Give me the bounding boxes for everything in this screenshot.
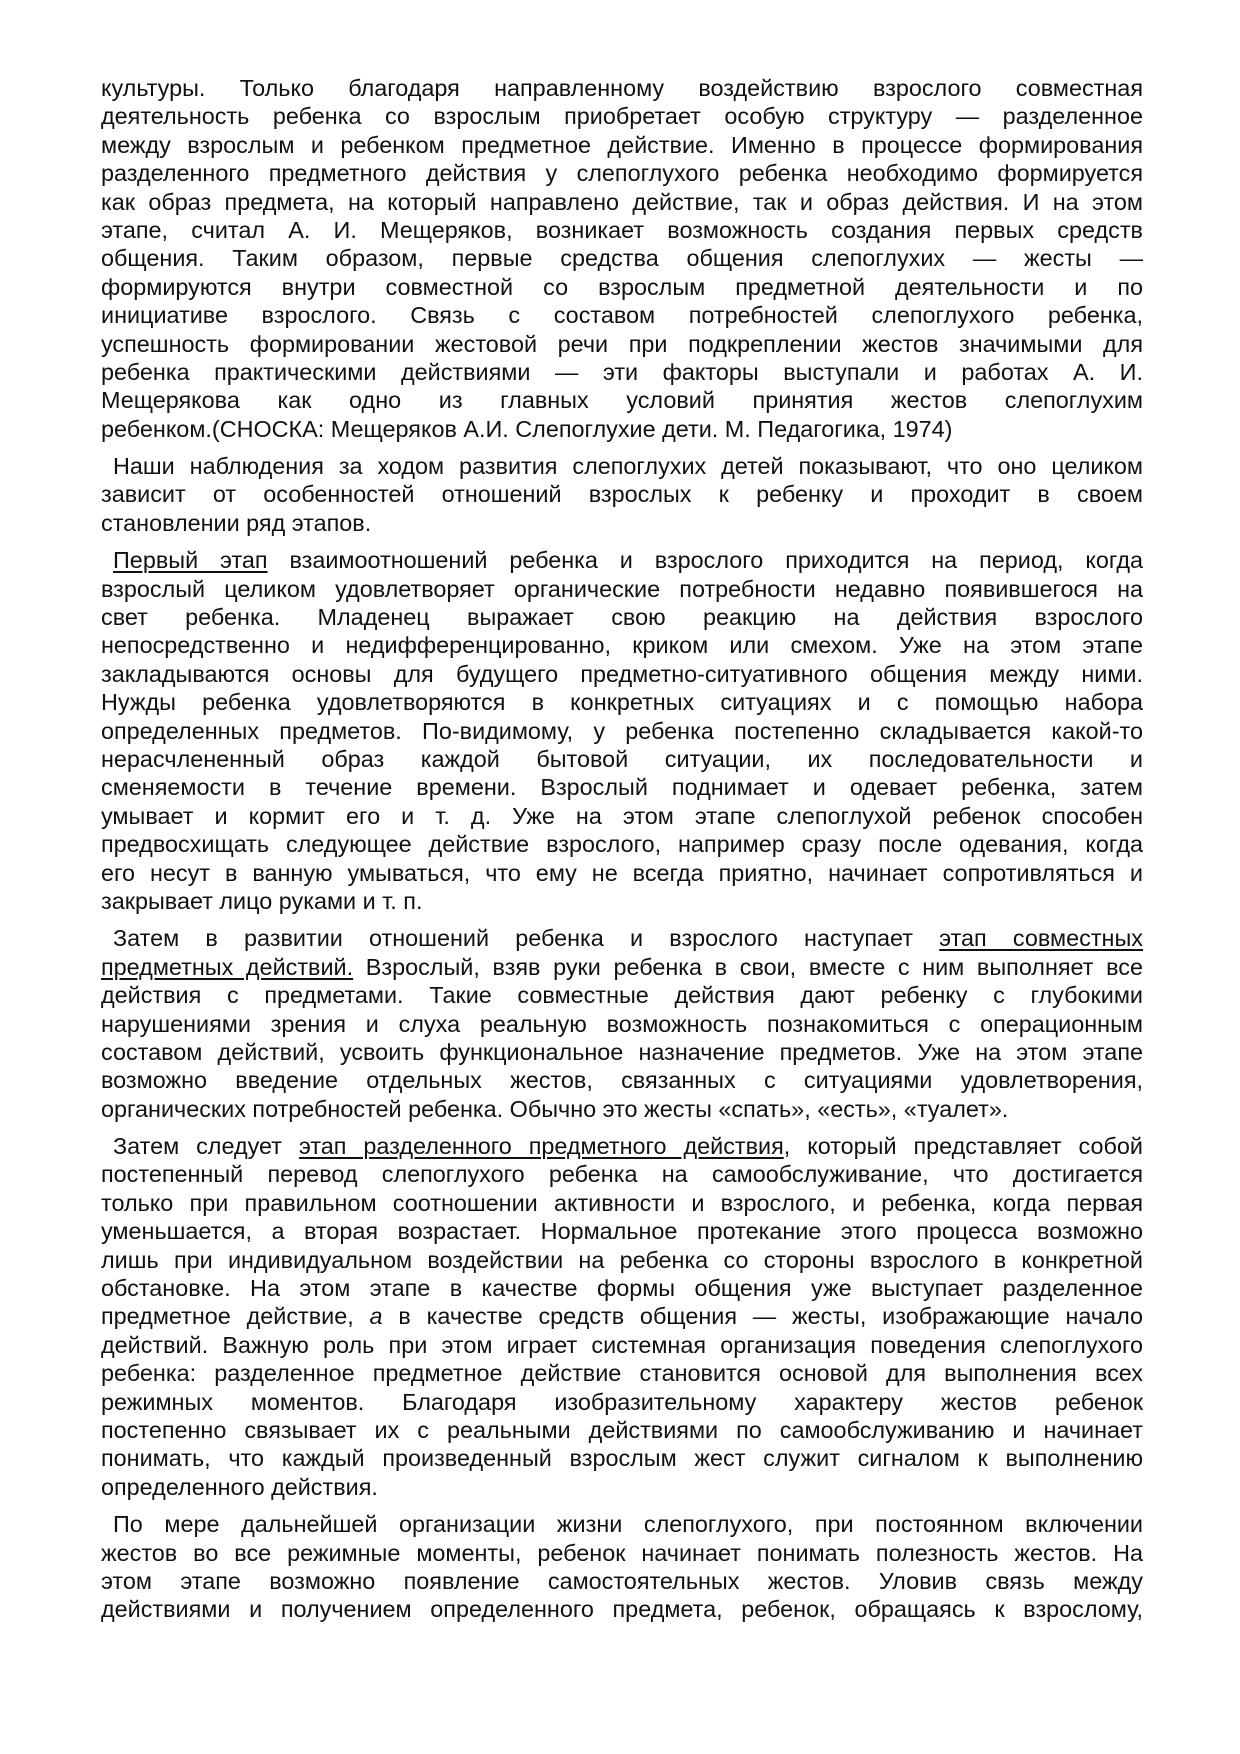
text-line bbox=[101, 1160, 1143, 1188]
text-line bbox=[101, 1246, 1143, 1274]
text-line bbox=[101, 480, 1143, 508]
text-segment: свет ребенка. Младенец выражает свою реакцию на действия взрослого bbox=[101, 604, 1143, 631]
text-segment: деятельность ребенка со взрослым приобретает особую структуру — разделенное bbox=[101, 103, 1143, 130]
underlined-term: Первый этап bbox=[113, 547, 268, 574]
text-line bbox=[101, 1473, 1143, 1501]
text-segment: ребенком.(СНОСКА: Мещеряков А.И. Слепоглухие дети. М. Педагогика, 1974) bbox=[101, 415, 953, 442]
text-line bbox=[101, 386, 1143, 414]
underlined-term: предметных действий. bbox=[101, 953, 354, 980]
text-segment: предметное действие, bbox=[101, 1303, 370, 1330]
text-segment: этапе, считал А. И. Мещеряков, возникает возможность создания первых средств bbox=[101, 216, 1143, 243]
text-line bbox=[101, 1539, 1143, 1567]
text-segment: общения. Таким образом, первые средства общения слепоглухих — жесты — bbox=[101, 245, 1143, 272]
text-segment: жестов во все режимные моменты, ребенок начинает понимать полезность жестов. На bbox=[101, 1539, 1143, 1566]
text-segment: действия с предметами. Такие совместные действия дают ребенку с глубокими bbox=[101, 982, 1143, 1009]
text-line bbox=[101, 301, 1143, 329]
text-segment: его несут в ванную умываться, что ему не всегда приятно, начинает сопротивляться и bbox=[101, 859, 1143, 886]
text-segment: между взрослым и ребенком предметное действие. Именно в процессе формирования bbox=[101, 131, 1143, 158]
text-line bbox=[101, 1595, 1143, 1623]
text-line bbox=[101, 131, 1143, 159]
text-segment: лишь при индивидуальном воздействии на ребенка со стороны взрослого в конкретной bbox=[101, 1246, 1143, 1273]
text-segment: Мещерякова как одно из главных условий принятия жестов слепоглухим bbox=[101, 387, 1143, 414]
text-segment: определенного действия. bbox=[101, 1473, 378, 1500]
text-line bbox=[101, 660, 1143, 688]
text-line bbox=[101, 102, 1143, 130]
text-line bbox=[101, 603, 1143, 631]
text-segment: режимных моментов. Благодаря изобразительному характеру жестов ребенок bbox=[101, 1388, 1143, 1415]
text-segment: понимать, что каждый произведенный взрослым жест служит сигналом к выполнению bbox=[101, 1445, 1143, 1472]
text-segment: возможно введение отдельных жестов, связанных с ситуациями удовлетворения, bbox=[101, 1067, 1143, 1094]
text-line bbox=[101, 452, 1143, 480]
text-line bbox=[101, 1416, 1143, 1444]
text-line bbox=[101, 717, 1143, 745]
text-segment: формируются внутри совместной со взрослым предметной деятельности и по bbox=[101, 273, 1143, 300]
text-segment: как образ предмета, на который направлено действие, так и образ действия. И на этом bbox=[101, 188, 1143, 215]
text-segment: , который представляет собой bbox=[783, 1133, 1143, 1160]
text-line bbox=[101, 358, 1143, 386]
text-segment: нерасчлененный образ каждой бытовой ситуации, их последовательности и bbox=[101, 745, 1143, 772]
text-segment: предвосхищать следующее действие взрослого, например сразу после одевания, когда bbox=[101, 831, 1143, 858]
paragraph bbox=[101, 546, 1143, 915]
paragraph bbox=[101, 74, 1143, 443]
text-segment: инициативе взрослого. Связь с составом потребностей слепоглухого ребенка, bbox=[101, 302, 1143, 329]
text-segment: культуры. Только благодаря направленному воздействию взрослого совместная bbox=[101, 75, 1143, 101]
text-line bbox=[101, 509, 1143, 537]
text-line bbox=[101, 415, 1143, 443]
text-line bbox=[101, 273, 1143, 301]
text-line bbox=[101, 688, 1143, 716]
text-line bbox=[101, 216, 1143, 244]
text-segment: разделенного предметного действия у слепоглухого ребенка необходимо формируется bbox=[101, 160, 1143, 187]
text-segment: Нужды ребенка удовлетворяются в конкретных ситуациях и с помощью набора bbox=[101, 689, 1143, 716]
text-line bbox=[101, 1095, 1143, 1123]
text-line bbox=[101, 1189, 1143, 1217]
paragraph bbox=[101, 1510, 1143, 1624]
text-line bbox=[101, 830, 1143, 858]
text-segment: умывает и кормит его и т. д. Уже на этом этапе слепоглухой ребенок способен bbox=[101, 802, 1143, 829]
text-line bbox=[101, 745, 1143, 773]
text-segment: определенных предметов. По-видимому, у ребенка постепенно складывается какой-то bbox=[101, 717, 1143, 744]
text-line bbox=[101, 188, 1143, 216]
text-segment: в качестве средств общения — жесты, изображающие начало bbox=[382, 1303, 1143, 1330]
paragraph bbox=[101, 452, 1143, 537]
text-line bbox=[101, 631, 1143, 659]
text-segment: обстановке. На этом этапе в качестве формы общения уже выступает разделенное bbox=[101, 1275, 1143, 1302]
text-segment: закладываются основы для будущего предметно-ситуативного общения между ними. bbox=[101, 660, 1143, 687]
text-segment: действиями и получением определенного предмета, ребенок, обращаясь к взрослому, bbox=[101, 1596, 1143, 1623]
text-segment: По мере дальнейшей организации жизни слепоглухого, при постоянном включении bbox=[113, 1511, 1143, 1538]
underlined-term: этап совместных bbox=[939, 925, 1143, 952]
text-line bbox=[101, 74, 1143, 102]
text-line bbox=[101, 1359, 1143, 1387]
text-segment: успешность формировании жестовой речи при подкреплении жестов значимыми для bbox=[101, 330, 1143, 357]
text-line bbox=[101, 1132, 1143, 1160]
text-line bbox=[101, 1302, 1143, 1330]
text-line bbox=[101, 1331, 1143, 1359]
text-segment: взаимоотношений ребенка и взрослого приходится на период, когда bbox=[267, 547, 1143, 574]
text-segment: непосредственно и недифференцированно, криком или смехом. Уже на этом этапе bbox=[101, 632, 1143, 659]
text-segment: зависит от особенностей отношений взрослых к ребенку и проходит в своем bbox=[101, 481, 1143, 508]
text-segment: только при правильном соотношении активности и взрослого, и ребенка, когда первая bbox=[101, 1189, 1143, 1216]
text-line bbox=[101, 802, 1143, 830]
text-line bbox=[101, 1274, 1143, 1302]
paragraph bbox=[101, 924, 1143, 1123]
text-segment: органических потребностей ребенка. Обычно это жесты «спать», «есть», «туалет». bbox=[101, 1095, 1009, 1122]
text-line bbox=[101, 1066, 1143, 1094]
text-line bbox=[101, 773, 1143, 801]
text-segment: Взрослый, взяв руки ребенка в свои, вместе с ним выполняет все bbox=[353, 953, 1143, 980]
text-line bbox=[101, 1444, 1143, 1472]
text-line bbox=[101, 1388, 1143, 1416]
italic-text: а bbox=[369, 1303, 383, 1330]
text-line bbox=[101, 159, 1143, 187]
text-segment: сменяемости в течение времени. Взрослый поднимает и одевает ребенка, затем bbox=[101, 774, 1143, 801]
text-line bbox=[101, 1567, 1143, 1595]
text-segment: ребенка: разделенное предметное действие становится основой для выполнения всех bbox=[101, 1360, 1143, 1387]
text-line bbox=[101, 953, 1143, 981]
text-line bbox=[101, 244, 1143, 272]
text-line bbox=[101, 1217, 1143, 1245]
text-line bbox=[101, 546, 1143, 574]
text-line bbox=[101, 1010, 1143, 1038]
text-segment: закрывает лицо руками и т. п. bbox=[101, 887, 423, 914]
document-page bbox=[101, 74, 1143, 1633]
text-segment: Наши наблюдения за ходом развития слепоглухих детей показывают, что оно целиком bbox=[113, 453, 1143, 480]
text-line bbox=[101, 859, 1143, 887]
paragraph bbox=[101, 1132, 1143, 1501]
text-segment: ребенка практическими действиями — эти факторы выступали и работах А. И. bbox=[101, 358, 1143, 385]
text-line bbox=[101, 1038, 1143, 1066]
text-line bbox=[101, 575, 1143, 603]
text-segment: постепенный перевод слепоглухого ребенка на самообслуживание, что достигается bbox=[101, 1161, 1143, 1188]
text-segment: становлении ряд этапов. bbox=[101, 509, 372, 536]
text-segment: Затем следует bbox=[113, 1133, 299, 1160]
text-segment: постепенно связывает их с реальными действиями по самообслуживанию и начинает bbox=[101, 1416, 1143, 1443]
text-segment: уменьшается, а вторая возрастает. Нормальное протекание этого процесса возможно bbox=[101, 1218, 1143, 1245]
text-segment: нарушениями зрения и слуха реальную возможность познакомиться с операционным bbox=[101, 1010, 1143, 1037]
text-segment: действий. Важную роль при этом играет системная организация поведения слепоглухого bbox=[101, 1331, 1143, 1358]
text-segment: составом действий, усвоить функциональное назначение предметов. Уже на этом этапе bbox=[101, 1038, 1143, 1065]
underlined-term: этап разделенного предметного действия bbox=[298, 1133, 784, 1160]
text-segment: взрослый целиком удовлетворяет органические потребности недавно появившегося на bbox=[101, 575, 1143, 602]
text-line bbox=[101, 981, 1143, 1009]
text-segment: этом этапе возможно появление самостоятельных жестов. Уловив связь между bbox=[101, 1567, 1143, 1594]
text-line bbox=[101, 887, 1143, 915]
text-line bbox=[101, 330, 1143, 358]
text-line bbox=[101, 1510, 1143, 1538]
text-segment: Затем в развитии отношений ребенка и взрослого наступает bbox=[113, 925, 940, 952]
text-line bbox=[101, 924, 1143, 952]
